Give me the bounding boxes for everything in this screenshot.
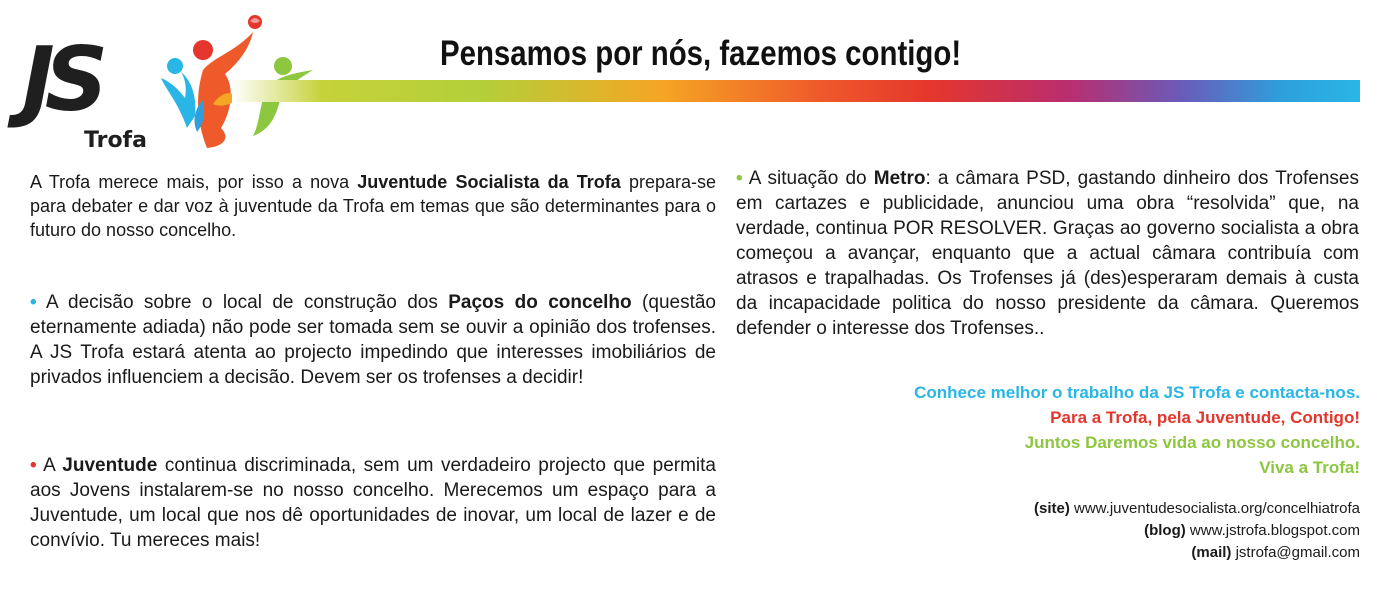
intro-paragraph [30, 170, 716, 242]
p2-text-1: A [36, 455, 63, 476]
cta-line-contact: Conhece melhor o trabalho da JS Trofa e contacta-nos. [914, 383, 1360, 402]
intro-text-2: prepara-se para debater e dar voz à juventude da Trofa em temas que são determinantes para o futuro do nosso concelho. [30, 172, 716, 240]
green-bullet: • [736, 168, 743, 189]
intro-text-1: A Trofa merece mais, por isso a nova [30, 172, 358, 192]
red-bullet: • [30, 455, 37, 476]
pacos-concelho-paragraph [30, 290, 716, 390]
intro-bold-js: Juventude Socialista da Trofa [357, 172, 621, 192]
mail-label: (mail) [1191, 544, 1232, 561]
contacts-block [800, 498, 1360, 564]
site-link[interactable]: www.juventudesocialista.org/concelhiatrofa [1069, 500, 1360, 517]
contact-mail[interactable] [800, 542, 1360, 564]
p3-text-2: : a câmara PSD, gastando dinheiro dos Trofenses em cartazes e publicidade, anunciou uma obra “resolvida” que, na verdade, continua POR RESOLVER. Graças ao governo socialista a obra começou a avançar, enquanto que a actual câmara contribuía com atrasos e trapalhadas. Os Trofenses já (des)esperaram demais à custa da incapacidade politica do nosso presidente da câmara. Queremos defender o interesse dos Trofenses.. [736, 168, 1359, 339]
logo-js-text: JS [22, 28, 99, 131]
call-to-action [800, 380, 1360, 480]
blue-bullet: • [30, 292, 37, 313]
p3-bold: Metro [873, 168, 926, 189]
contact-site[interactable] [800, 498, 1360, 520]
contact-blog[interactable] [800, 520, 1360, 542]
blog-link[interactable]: www.jstrofa.blogspot.com [1185, 522, 1360, 539]
p2-text-2: continua discriminada, sem um verdadeiro projecto que permita aos Jovens instalarem-se no nosso concelho. Merecemos um espaço para a Juventude, um local que nos dê oportunidades de inovar, um local de lazer e de convívio. Tu mereces mais! [30, 455, 716, 551]
logo-trofa-text: Trofa [84, 128, 147, 153]
cta-line-slogan: Para a Trofa, pela Juventude, Contigo! [1050, 408, 1360, 427]
p1-text-2: (questão eternamente adiada) não pode ser tomada sem se ouvir a opinião dos trofenses. A JS Trofa estará atenta ao projecto impedindo que interesses imobiliários de privados influenciem a decisão. Devem ser os trofenses a decidir! [30, 292, 716, 388]
p1-text-1: A decisão sobre o local de construção dos [36, 292, 449, 313]
metro-paragraph [736, 166, 1359, 341]
rainbow-gradient-bar [232, 80, 1360, 102]
juventude-paragraph [30, 453, 716, 553]
blog-label: (blog) [1144, 522, 1186, 539]
mail-link[interactable]: jstrofa@gmail.com [1231, 544, 1360, 561]
p1-bold: Paços do concelho [448, 292, 632, 313]
slogan-heading: Pensamos por nós, fazemos contigo! [440, 34, 962, 73]
p3-text-1: A situação do [742, 168, 874, 189]
site-label: (site) [1034, 500, 1070, 517]
p2-bold: Juventude [62, 455, 158, 476]
cta-line-viva: Viva a Trofa! [1259, 458, 1360, 477]
cta-line-juntos: Juntos Daremos vida ao nosso concelho. [1024, 433, 1360, 452]
